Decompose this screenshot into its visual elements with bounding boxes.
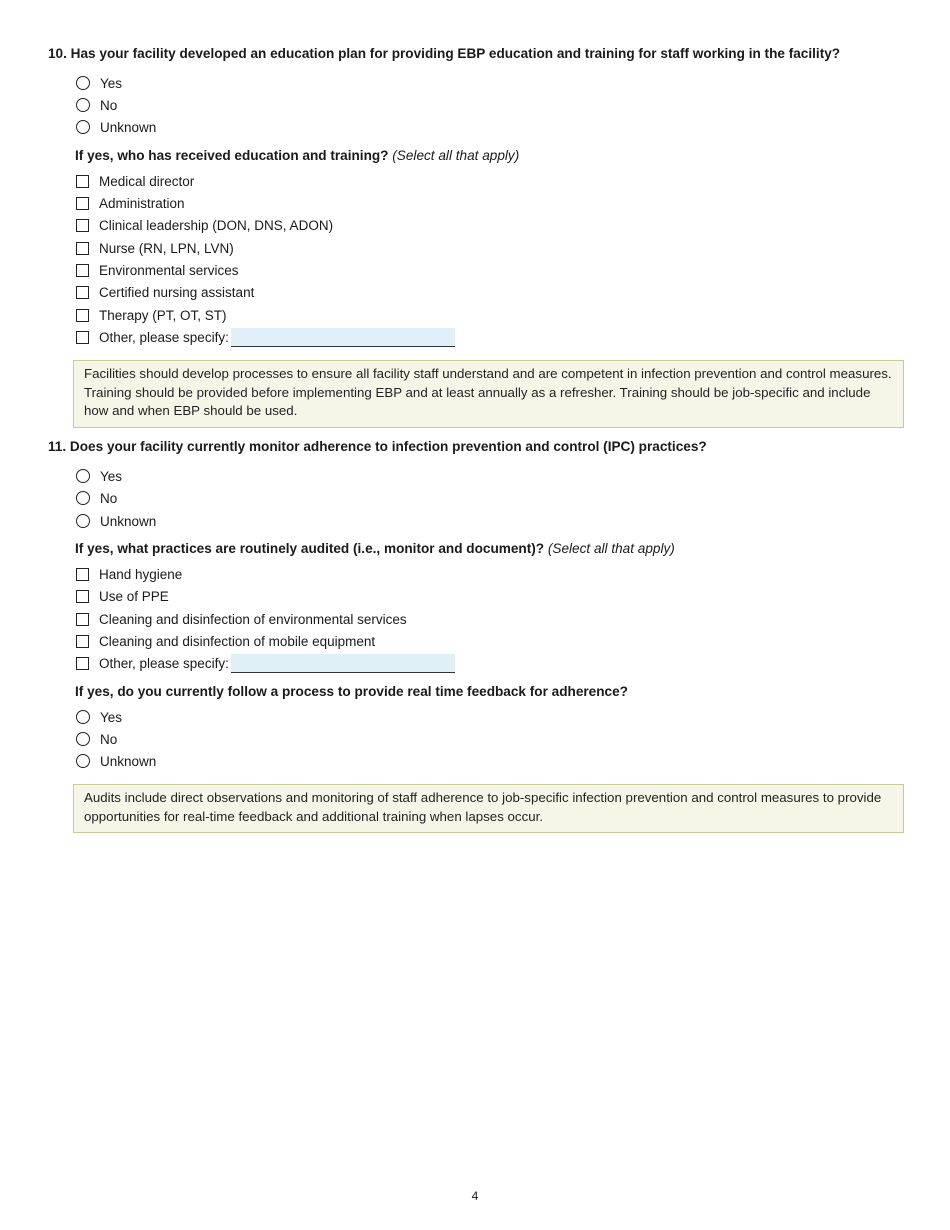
followup-hint: (Select all that apply) xyxy=(547,541,675,556)
checkbox-icon[interactable] xyxy=(76,331,89,344)
q11-feedback-radio-yes[interactable] xyxy=(76,707,122,727)
checkbox-label: Certified nursing assistant xyxy=(99,284,255,300)
radio-icon[interactable] xyxy=(76,76,90,90)
checkbox-icon[interactable] xyxy=(76,286,89,299)
q11-check-env-cleaning[interactable] xyxy=(76,609,407,629)
checkbox-label: Environmental services xyxy=(99,262,239,278)
q10-followup-label xyxy=(75,148,519,163)
q11-check-hand-hygiene[interactable] xyxy=(76,564,182,584)
q10-info-note: Facilities should develop processes to ensure all facility staff understand and are competent in infection prevention and control measures. Training should be provided before implementing EBP and at least annually as a refresher. Training should be job-specific and include how and when EBP should be used. xyxy=(73,360,904,428)
radio-label: Yes xyxy=(100,75,123,91)
checkbox-label: Use of PPE xyxy=(99,588,169,604)
followup-text: If yes, what practices are routinely audited (i.e., monitor and document)? xyxy=(75,541,545,556)
radio-label: Unknown xyxy=(100,513,157,529)
radio-icon[interactable] xyxy=(76,514,90,528)
radio-label: Unknown xyxy=(100,119,157,135)
q10-radio-no[interactable] xyxy=(76,95,117,115)
radio-icon[interactable] xyxy=(76,120,90,134)
radio-icon[interactable] xyxy=(76,710,90,724)
radio-label: Yes xyxy=(100,468,123,484)
checkbox-icon[interactable] xyxy=(76,613,89,626)
radio-icon[interactable] xyxy=(76,732,90,746)
checkbox-icon[interactable] xyxy=(76,635,89,648)
checkbox-label: Hand hygiene xyxy=(99,566,183,582)
radio-label: Unknown xyxy=(100,753,157,769)
q10-check-cna[interactable] xyxy=(76,282,254,302)
q11-radio-unknown[interactable] xyxy=(76,511,156,531)
checkbox-label: Administration xyxy=(99,195,185,211)
question-10: 10. Has your facility developed an education plan for providing EBP education and training for staff working in the facility? xyxy=(48,46,841,61)
followup-text: If yes, who has received education and training? xyxy=(75,148,389,163)
checkbox-label: Clinical leadership (DON, DNS, ADON) xyxy=(99,217,334,233)
checkbox-icon[interactable] xyxy=(76,219,89,232)
radio-icon[interactable] xyxy=(76,754,90,768)
radio-label: No xyxy=(100,490,118,506)
followup-hint: (Select all that apply) xyxy=(392,148,520,163)
checkbox-icon[interactable] xyxy=(76,309,89,322)
q11-feedback-radio-unknown[interactable] xyxy=(76,751,156,771)
radio-icon[interactable] xyxy=(76,491,90,505)
q11-check-mobile-equipment[interactable] xyxy=(76,631,375,651)
radio-label: No xyxy=(100,97,118,113)
q10-radio-yes[interactable] xyxy=(76,73,122,93)
radio-icon[interactable] xyxy=(76,98,90,112)
radio-label: No xyxy=(100,731,118,747)
q11-radio-no[interactable] xyxy=(76,488,117,508)
q11-info-note: Audits include direct observations and monitoring of staff adherence to job-specific infection prevention and control measures to provide opportunities for real-time feedback and additional training when lapses occur. xyxy=(73,784,904,833)
q11-feedback-radio-no[interactable] xyxy=(76,729,117,749)
checkbox-icon[interactable] xyxy=(76,264,89,277)
q11-check-ppe[interactable] xyxy=(76,586,169,606)
radio-label: Yes xyxy=(100,709,123,725)
checkbox-label: Other, please specify: xyxy=(99,329,229,345)
checkbox-label: Other, please specify: xyxy=(99,655,229,671)
q10-check-environmental-services[interactable] xyxy=(76,260,239,280)
q10-check-therapy[interactable] xyxy=(76,305,227,325)
checkbox-label: Cleaning and disinfection of environmental services xyxy=(99,611,407,627)
q11-other-specify-field[interactable] xyxy=(231,654,455,673)
checkbox-icon[interactable] xyxy=(76,657,89,670)
q11-feedback-label: If yes, do you currently follow a process to provide real time feedback for adherence? xyxy=(75,684,628,699)
q10-check-clinical-leadership[interactable] xyxy=(76,215,333,235)
checkbox-label: Nurse (RN, LPN, LVN) xyxy=(99,240,234,256)
question-11: 11. Does your facility currently monitor adherence to infection prevention and control (IPC) practices? xyxy=(48,439,707,454)
checkbox-icon[interactable] xyxy=(76,197,89,210)
checkbox-label: Medical director xyxy=(99,173,195,189)
page-number: 4 xyxy=(471,1189,479,1203)
q11-radio-yes[interactable] xyxy=(76,466,122,486)
radio-icon[interactable] xyxy=(76,469,90,483)
checkbox-icon[interactable] xyxy=(76,590,89,603)
q10-check-nurse[interactable] xyxy=(76,238,234,258)
checkbox-label: Therapy (PT, OT, ST) xyxy=(99,307,227,323)
q11-followup-label xyxy=(75,541,675,556)
checkbox-icon[interactable] xyxy=(76,175,89,188)
checkbox-icon[interactable] xyxy=(76,242,89,255)
q10-check-other[interactable] xyxy=(76,327,455,347)
q10-radio-unknown[interactable] xyxy=(76,117,156,137)
q11-check-other[interactable] xyxy=(76,653,455,673)
q10-check-administration[interactable] xyxy=(76,193,185,213)
q10-check-medical-director[interactable] xyxy=(76,171,194,191)
checkbox-label: Cleaning and disinfection of mobile equipment xyxy=(99,633,376,649)
q10-other-specify-field[interactable] xyxy=(231,328,455,347)
checkbox-icon[interactable] xyxy=(76,568,89,581)
